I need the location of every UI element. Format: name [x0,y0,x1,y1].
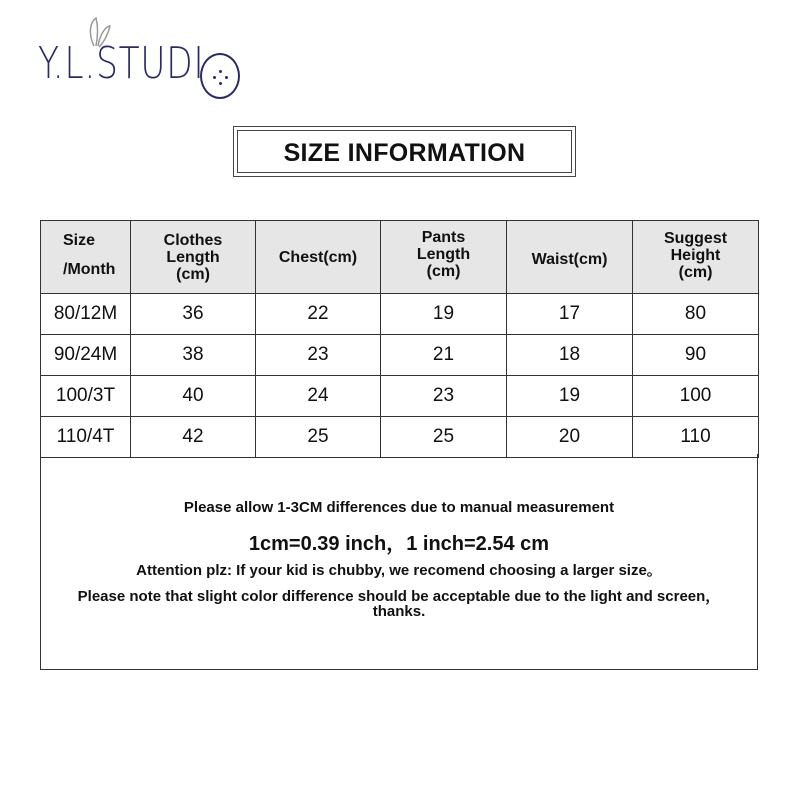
color-note: Please note that slight color difference should be acceptable due to the light and screen，thanks. [77,588,721,620]
cell-chest: 24 [256,376,381,417]
cell-size: 80/12M [41,294,131,335]
title-frame [233,126,576,177]
table-row [41,417,759,458]
cell-size: 110/4T [41,417,131,458]
cell-clothes-length: 38 [131,335,256,376]
cell-waist: 17 [507,294,633,335]
cell-chest: 22 [256,294,381,335]
page-title: SIZE INFORMATION [283,139,526,167]
cell-waist: 19 [507,376,633,417]
cell-size: 90/24M [41,335,131,376]
header-size: Size /Month [41,221,131,294]
cell-chest: 23 [256,335,381,376]
cell-suggest-height: 90 [633,335,759,376]
cell-clothes-length: 42 [131,417,256,458]
measurement-note: Please allow 1-3CM differences due to manual measurement [183,499,615,516]
table-row [41,294,759,335]
cell-suggest-height: 80 [633,294,759,335]
brand-name: Y.L.STUDI [38,38,205,89]
cell-size: 100/3T [41,376,131,417]
table-row [41,376,759,417]
header-clothes-length: Clothes Length (cm) [131,221,256,294]
header-chest: Chest(cm) [256,221,381,294]
conversion-note: 1cm=0.39 inch，1 inch=2.54 cm [248,533,550,555]
cell-chest: 25 [256,417,381,458]
cell-pants-length: 21 [381,335,507,376]
cell-pants-length: 25 [381,417,507,458]
header-waist: Waist(cm) [507,221,633,294]
cell-waist: 20 [507,417,633,458]
cell-clothes-length: 36 [131,294,256,335]
notes-box [40,454,758,670]
table-header-row [41,221,759,294]
cell-suggest-height: 100 [633,376,759,417]
header-suggest-height: Suggest Height (cm) [633,221,759,294]
brand-logo [38,14,268,114]
header-pants-length: Pants Length (cm) [381,221,507,294]
cell-suggest-height: 110 [633,417,759,458]
size-table [40,220,759,458]
cell-pants-length: 19 [381,294,507,335]
attention-note: Attention plz: If your kid is chubby, we recomend choosing a larger size。 [136,562,662,579]
brand-o-circle-icon [200,53,240,99]
cell-pants-length: 23 [381,376,507,417]
table-row [41,335,759,376]
cell-waist: 18 [507,335,633,376]
cell-clothes-length: 40 [131,376,256,417]
